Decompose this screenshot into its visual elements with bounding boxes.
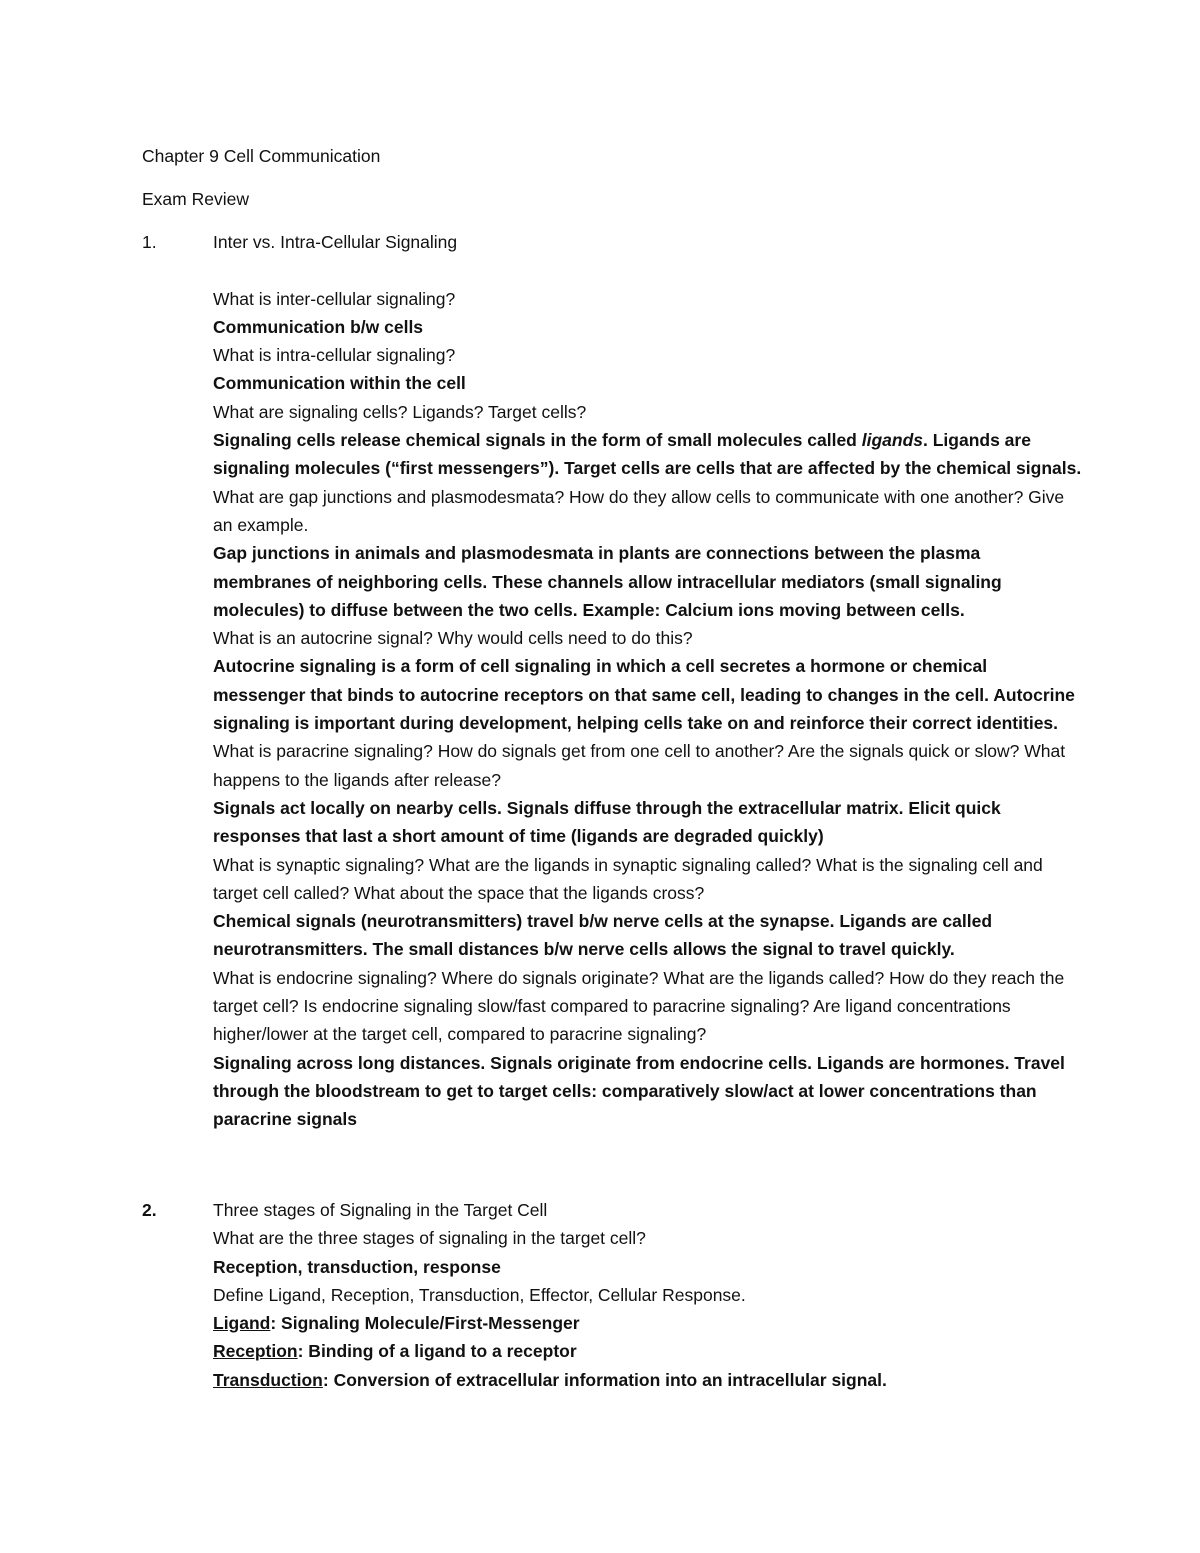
section-2-title: Three stages of Signaling in the Target Cell xyxy=(213,1200,548,1220)
definition-text: Signaling Molecule/First-Messenger xyxy=(276,1313,580,1334)
definition-ligand xyxy=(213,1309,1083,1337)
section-1-heading xyxy=(142,228,1102,256)
term-separator: : xyxy=(322,1369,329,1390)
question: What is an autocrine signal? Why would cells need to do this? xyxy=(213,628,693,649)
answer: Communication within the cell xyxy=(213,373,466,394)
term-separator: : xyxy=(270,1313,277,1334)
question: What is inter-cellular signaling? xyxy=(213,288,456,309)
document-subtitle: Exam Review xyxy=(142,189,249,209)
definition-text: Binding of a ligand to a receptor xyxy=(303,1341,577,1362)
document-title: Chapter 9 Cell Communication xyxy=(142,146,381,166)
term: Reception xyxy=(213,1341,298,1362)
section-1-qa xyxy=(213,285,1083,1134)
term-separator: : xyxy=(297,1341,304,1362)
answer: Signals act locally on nearby cells. Signals diffuse through the extracellular matrix. Elicit quick responses that last a short amount of time (ligands are degraded quickly) xyxy=(213,797,1001,847)
answer: Reception, transduction, response xyxy=(213,1256,501,1277)
definition-transduction xyxy=(213,1366,1083,1394)
section-1 xyxy=(142,228,1102,1134)
answer-emphasis: ligands xyxy=(861,430,923,451)
answer: Signaling across long distances. Signals originate from endocrine cells. Ligands are hormones. Travel through the bloodstream to get to target cells: comparatively slow/act at lower concentrations than paracrine signals xyxy=(213,1052,1065,1130)
question: What is intra-cellular signaling? xyxy=(213,345,456,366)
answer: Gap junctions in animals and plasmodesmata in plants are connections between the plasma membranes of neighboring cells. These channels allow intracellular mediators (small signaling molecules) to diffuse between the two cells. Example: Calcium ions moving between cells. xyxy=(213,543,1002,620)
answer xyxy=(213,426,1083,483)
question: Define Ligand, Reception, Transduction, Effector, Cellular Response. xyxy=(213,1284,746,1305)
answer-text: Signaling cells release chemical signals in the form of small molecules called xyxy=(213,430,862,451)
section-1-title: Inter vs. Intra-Cellular Signaling xyxy=(213,232,458,252)
section-2-qa xyxy=(213,1224,1083,1394)
definition-text: Conversion of extracellular information into an intracellular signal. xyxy=(328,1369,887,1390)
term: Ligand xyxy=(213,1313,271,1334)
question: What is paracrine signaling? How do signals get from one cell to another? Are the signals quick or slow? What happens to the ligands after release? xyxy=(213,741,1066,790)
blank-line xyxy=(142,256,1102,284)
section-2 xyxy=(142,1196,1102,1394)
answer-text: . Ligands are signaling molecules (“first messengers”). Target cells are cells that are affected by the chemical signals. xyxy=(213,430,1082,479)
answer: Communication b/w cells xyxy=(213,316,424,337)
question: What are the three stages of signaling in the target cell? xyxy=(213,1228,646,1249)
section-2-heading xyxy=(142,1196,1102,1224)
question: What are signaling cells? Ligands? Target cells? xyxy=(213,401,587,422)
term: Transduction xyxy=(213,1369,323,1390)
section-2-number: 2. xyxy=(142,1200,157,1220)
question: What is synaptic signaling? What are the ligands in synaptic signaling called? What is the signaling cell and target cell called? What about the space that the ligands cross? xyxy=(213,854,1043,903)
definition-reception xyxy=(213,1337,1083,1365)
answer: Chemical signals (neurotransmitters) travel b/w nerve cells at the synapse. Ligands are called neurotransmitters. The small distances b/w nerve cells allows the signal to travel quickly. xyxy=(213,911,993,960)
question: What is endocrine signaling? Where do signals originate? What are the ligands called? How do they reach the target cell? Is endocrine signaling slow/fast compared to paracrine signaling? Are ligand concentrations higher/lower at the target cell, compared to paracrine signaling? xyxy=(213,967,1065,1045)
section-1-number: 1. xyxy=(142,232,157,252)
answer: Autocrine signaling is a form of cell signaling in which a cell secretes a hormone or chemical messenger that binds to autocrine receptors on that same cell, leading to changes in the cell. Autocrine signaling is important during development, helping cells take on and reinforce their correct identities. xyxy=(213,656,1075,734)
question: What are gap junctions and plasmodesmata? How do they allow cells to communicate with one another? Give an example. xyxy=(213,486,1065,535)
